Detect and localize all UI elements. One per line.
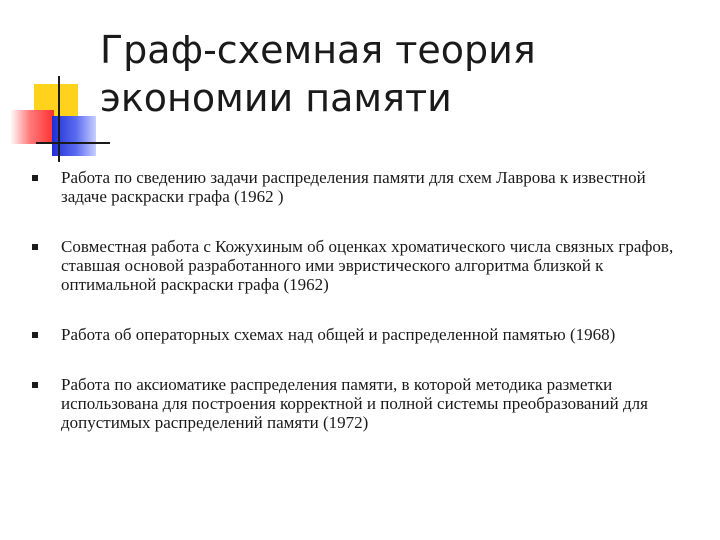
horizontal-line-decoration [36,142,110,144]
square-bullet-icon [32,382,38,388]
bullet-text: Работа по аксиоматике распределения памяти, в которой методика разметки использована для построения корректной и полной системы преобразований для допустимых распределений памяти (1972) [61,375,648,432]
slide-title-line-1: Граф-схемная теория [100,28,536,72]
bullet-item [32,325,692,344]
bullet-item [32,375,692,432]
bullet-text: Работа об операторных схемах над общей и распределенной памятью (1968) [61,325,616,344]
bullet-list [32,168,692,432]
square-bullet-icon [32,244,38,250]
bullet-item [32,168,692,206]
slide-title-line-2: экономии памяти [100,76,452,120]
bullet-item [32,237,692,294]
red-square-decoration [10,110,54,144]
vertical-line-decoration [58,76,60,162]
slide-title [100,26,536,122]
bullet-text: Работа по сведению задачи распределения памяти для схем Лаврова к известной задаче раскраски графа (1962 ) [61,168,646,206]
title-decoration [0,0,110,170]
square-bullet-icon [32,332,38,338]
bullet-text: Совместная работа с Кожухиным об оценках хроматического числа связных графов, ставшая основой разработанного ими эвристического алгоритма близкой к оптимальной раскраски графа (1962) [61,237,674,294]
square-bullet-icon [32,175,38,181]
